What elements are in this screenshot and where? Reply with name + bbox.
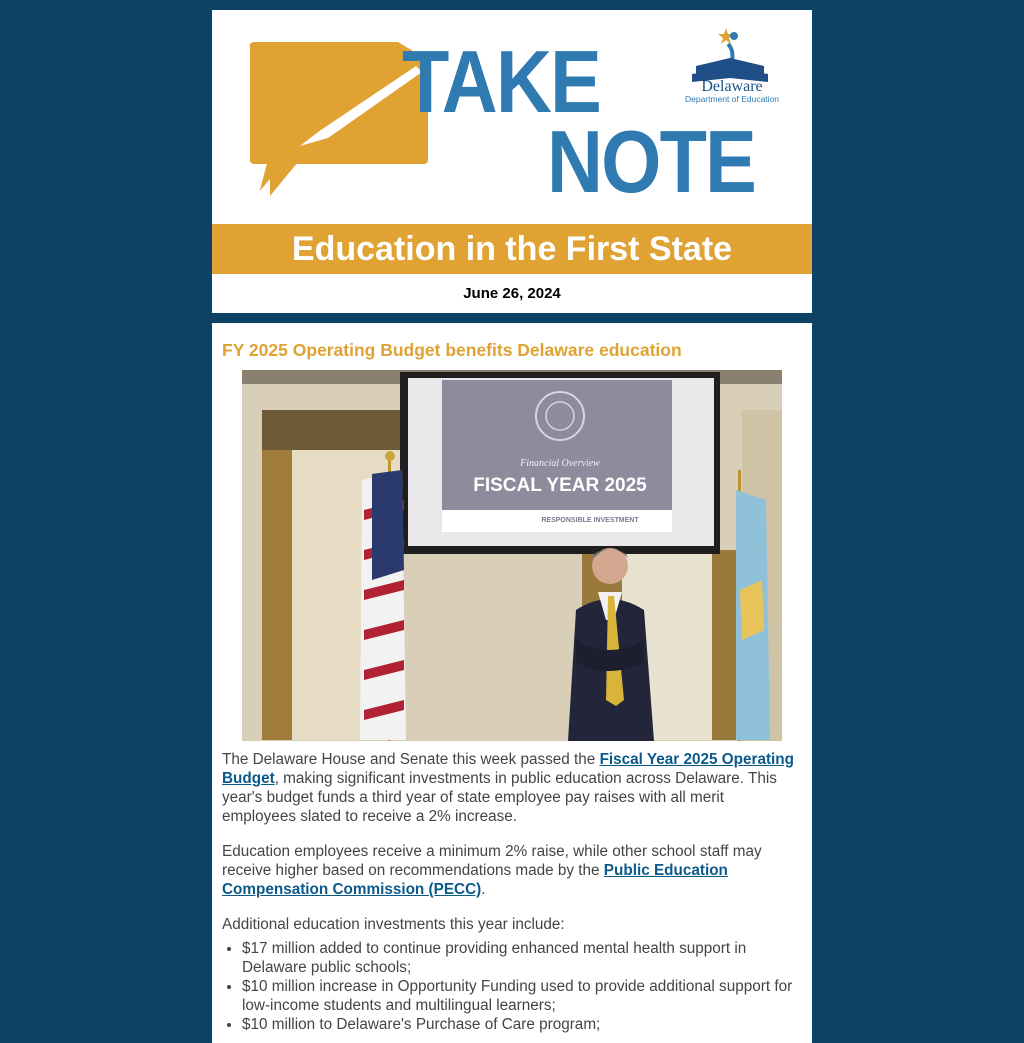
paragraph-2-after: . — [481, 881, 486, 898]
article-card — [212, 323, 812, 1043]
list-item: • $17 million added to continue providing enhanced mental health support in Delaware public schools; — [242, 939, 800, 977]
paragraph-3: Additional education investments this year include: — [222, 916, 565, 933]
issue-date: June 26, 2024 — [463, 285, 561, 302]
newsletter-header — [212, 10, 812, 313]
pecc-link[interactable]: Public Education Compensation Commission (PECC) — [222, 862, 728, 898]
paragraph-2-before: Education employees receive a minimum 2% raise, while other school staff may receive higher based on recommendations made by the — [222, 843, 762, 879]
list-item: • $10 million to Delaware's Purchase of Care program; — [242, 1015, 800, 1034]
article-headline[interactable]: FY 2025 Operating Budget benefits Delaware education — [222, 340, 682, 360]
paragraph-1 — [222, 750, 800, 826]
newsletter — [212, 10, 812, 1043]
banner-title: Education in the First State — [212, 224, 812, 274]
logo-take-word: TAKE — [402, 32, 601, 131]
photo-screen-subtitle: Financial Overview — [520, 458, 600, 469]
agency-name: Delaware — [701, 78, 763, 95]
investments-list — [222, 939, 800, 1034]
article-photo[interactable] — [242, 370, 782, 741]
fiscal-year-2025-budget-link[interactable]: Fiscal Year 2025 Operating Budget — [222, 751, 795, 787]
paragraph-1-after: , making significant investments in public education across Delaware. This year's budget funds a third year of state employee pay raises with all merit employees slated to receive a 2% increase. — [222, 770, 777, 825]
article-body — [222, 750, 800, 1034]
agency-department: Department of Education — [684, 94, 780, 104]
paragraph-1-before: The Delaware House and Senate this week passed the — [222, 751, 600, 768]
paragraph-2 — [222, 842, 800, 899]
photo-screen-title: FISCAL YEAR 2025 — [473, 475, 647, 496]
photo-screen-footer: RESPONSIBLE INVESTMENT — [541, 517, 639, 524]
list-item: • $10 million increase in Opportunity Funding used to provide additional support for low-income students and multilingual learners; — [242, 977, 800, 1015]
logo-note-word: NOTE — [547, 112, 756, 211]
pencil-bubble-icon — [248, 40, 428, 200]
